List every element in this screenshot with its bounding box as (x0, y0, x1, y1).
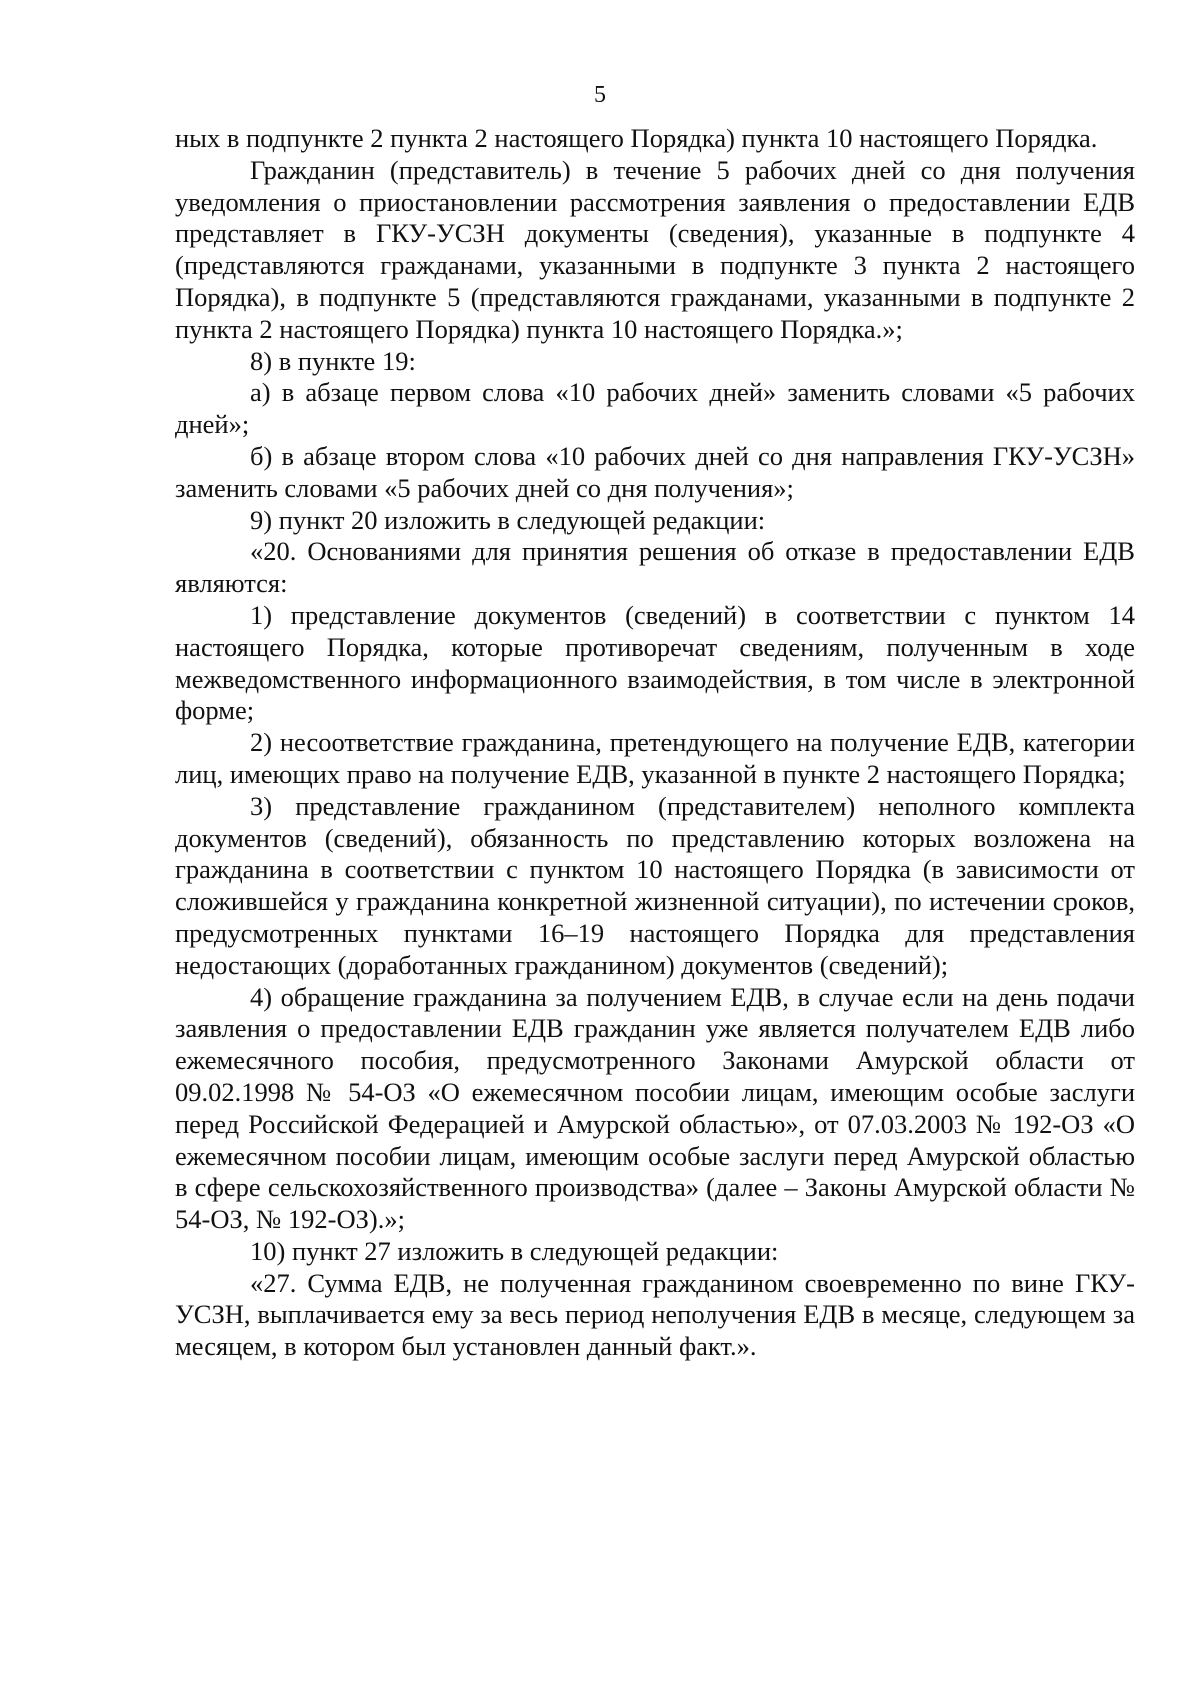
paragraph-continuation: ных в подпункте 2 пункта 2 настоящего Порядка) пункта 10 настоящего Порядка. (175, 123, 1098, 153)
paragraph: 8) в пункте 19: (250, 345, 416, 376)
paragraph: 10) пункт 27 изложить в следующей редакции: (250, 1235, 779, 1266)
paragraph: 3) представление гражданином (представителем) неполного комплекта документов (сведений), обязанность по представлению которых возложена на гражданина в соответствии с пунктом 10 настоящего Порядка (в зависимости от сложившейся у гражданина конкретной жизненной ситуации), по истечении сроков, предусмотренных пунктами 16–19 настоящего Порядка для представления недостающих (доработанных гражданином) документов (сведений); (175, 790, 1135, 980)
paragraph: «20. Основаниями для принятия решения об отказе в предоставлении ЕДВ являются: (175, 536, 1135, 599)
paragraph: а) в абзаце первом слова «10 рабочих дней» заменить словами «5 рабочих дней»; (175, 377, 1135, 440)
paragraph: 1) представление документов (сведений) в соответствии с пунктом 14 настоящего Порядка, которые противоречат сведениям, полученным в ходе межведомственного информационного взаимодействия, в том числе в электронной форме; (175, 599, 1135, 726)
paragraph: 4) обращение гражданина за получением ЕДВ, в случае если на день подачи заявления о предоставлении ЕДВ гражданин уже является получателем ЕДВ либо ежемесячного пособия, предусмотренного Законами Амурской области от 09.02.1998 № 54-ОЗ «О ежемесячном пособии лицам, имеющим особые заслуги перед Российской Федерацией и Амурской областью», от 07.03.2003 № 192-ОЗ «О ежемесячном пособии лицам, имеющим особые заслуги перед Амурской областью в сфере сельскохозяйственного производства» (далее – Законы Амурской области № 54-ОЗ, № 192-ОЗ).»; (175, 981, 1135, 1235)
paragraph: «27. Сумма ЕДВ, не полученная гражданином своевременно по вине ГКУ-УСЗН, выплачивается ему за весь период неполучения ЕДВ в месяце, следующем за месяцем, в котором был установлен данный факт.». (175, 1267, 1135, 1362)
paragraph: 9) пункт 20 изложить в следующей редакции: (250, 504, 766, 535)
paragraph: 2) несоответствие гражданина, претендующего на получение ЕДВ, категории лиц, имеющих право на получение ЕДВ, указанной в пункте 2 настоящего Порядка; (175, 727, 1135, 789)
document-body (175, 123, 1135, 1363)
paragraph: б) в абзаце втором слова «10 рабочих дней со дня направления ГКУ-УСЗН» заменить словами «5 рабочих дней со дня получения»; (175, 440, 1135, 503)
paragraph: Гражданин (представитель) в течение 5 рабочих дней со дня получения уведомления о приостановлении рассмотрения заявления о предоставлении ЕДВ представляет в ГКУ-УСЗН документы (сведения), указанные в подпункте 4 (представляются гражданами, указанными в подпункте 3 пункта 2 настоящего Порядка), в подпункте 5 (представляются гражданами, указанными в подпункте 2 пункта 2 настоящего Порядка) пункта 10 настоящего Порядка.»; (175, 154, 1135, 344)
page-number: 5 (594, 82, 606, 108)
